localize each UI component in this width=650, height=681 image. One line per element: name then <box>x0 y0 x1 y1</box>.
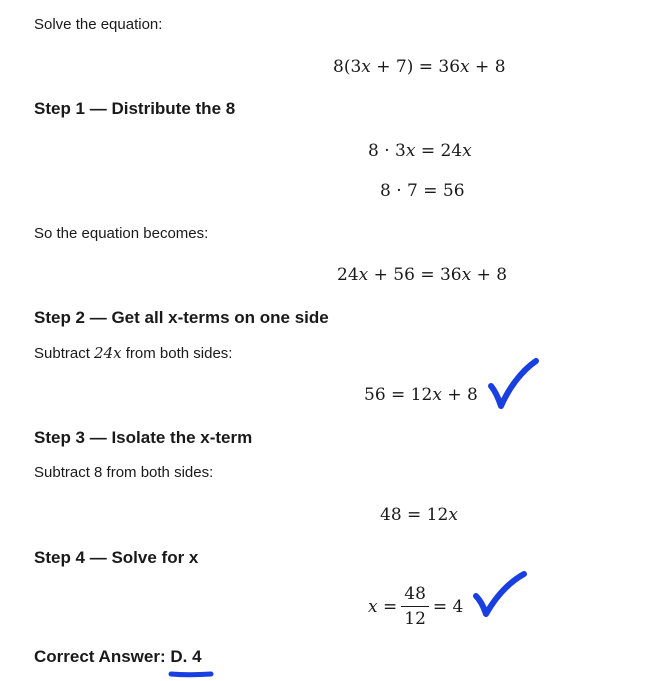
becomes-text: So the equation becomes: <box>34 225 209 242</box>
correct-answer: Correct Answer: D. 4 <box>34 647 202 666</box>
step1-equation-a: 8 · 3x = 24x <box>368 141 472 161</box>
step1-heading: Step 1 — Distribute the 8 <box>34 99 236 118</box>
step2-equation: 56 = 12x + 8 <box>364 385 478 405</box>
step4-equation: x = $\frac{48}{12}$ = 4 <box>368 584 464 629</box>
step2-note: Subtract 24x from both sides: <box>34 344 233 362</box>
answer-value: D. 4 <box>170 647 202 666</box>
step3-equation: 48 = 12x <box>380 505 458 525</box>
checkmark-icon <box>488 356 540 410</box>
intro-text: Solve the equation: <box>34 16 163 33</box>
checkmark-icon <box>472 570 528 620</box>
step3-heading: Step 3 — Isolate the x-term <box>34 428 253 447</box>
main-equation: 8(3x + 7) = 36x + 8 <box>333 57 506 77</box>
step4-heading: Step 4 — Solve for x <box>34 548 199 567</box>
fraction: $\frac{48}{12}$ <box>401 584 429 629</box>
step3-note: Subtract 8 from both sides: <box>34 464 214 481</box>
step2-heading: Step 2 — Get all x-terms on one side <box>34 308 329 327</box>
underline-mark <box>168 669 214 679</box>
equation-after-distribute: 24x + 56 = 36x + 8 <box>337 265 508 285</box>
step1-equation-b: 8 · 7 = 56 <box>380 181 465 201</box>
